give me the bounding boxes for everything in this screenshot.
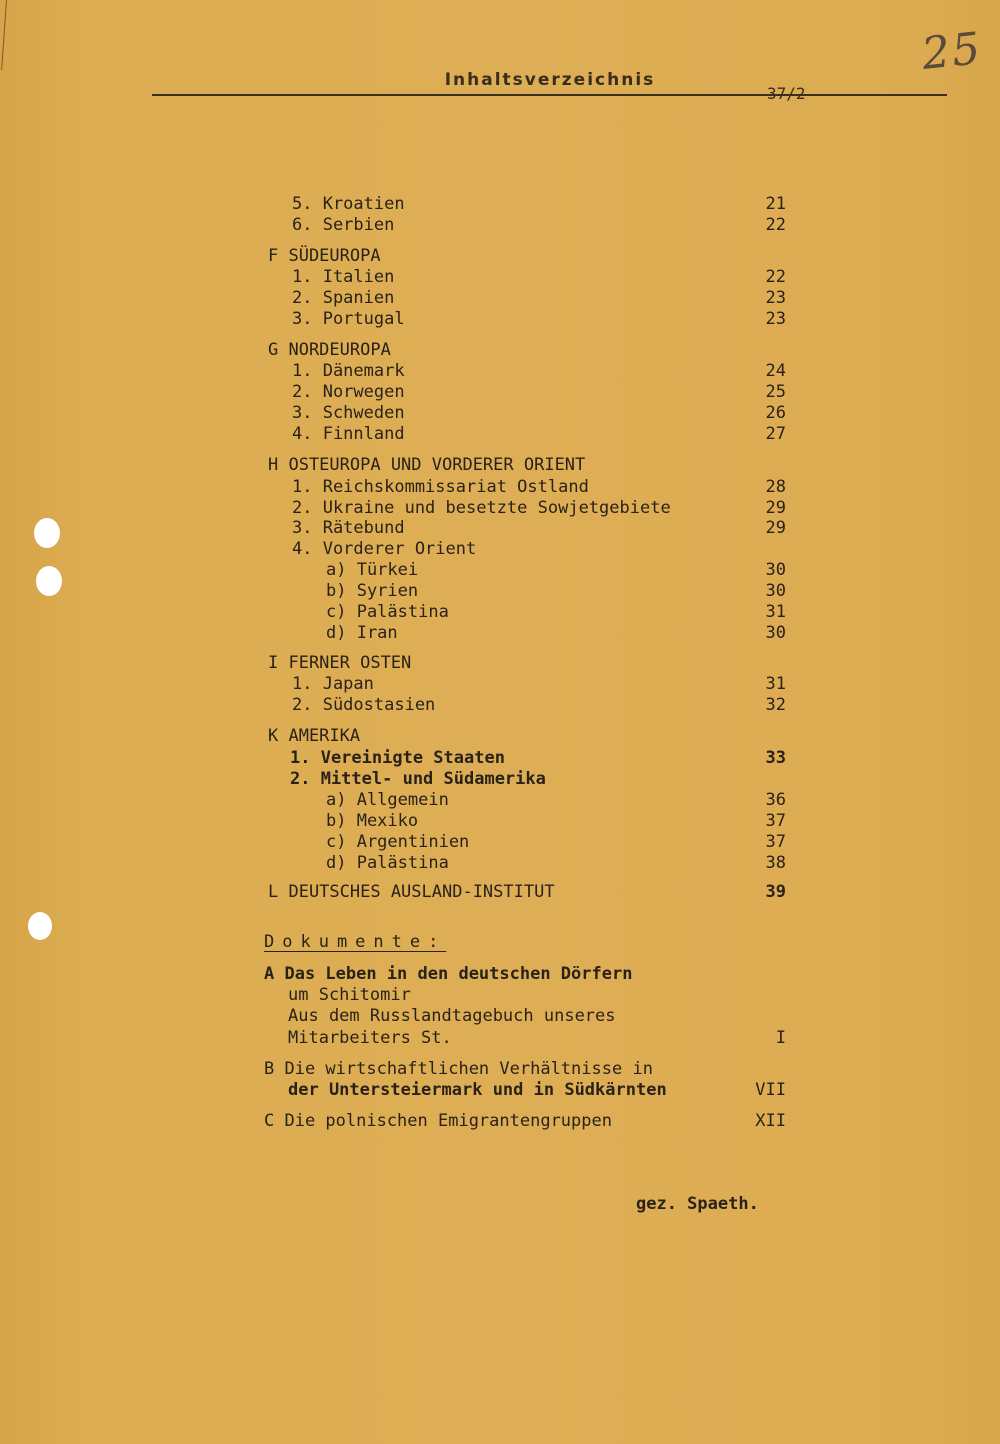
toc-label: 3. Portugal [292,309,405,329]
toc-row [0,789,1000,811]
toc-page: 29 [765,518,786,538]
toc-row [0,831,1000,853]
toc-page: 31 [765,674,786,694]
toc-page: 26 [765,403,786,423]
document-label: um Schitomir [288,985,411,1005]
toc-label: d) Iran [326,623,398,643]
document-row [0,1110,1000,1132]
document-page: VII [755,1080,786,1100]
document-row [0,1058,1000,1080]
document-label: B Die wirtschaftlichen Verhältnisse in [264,1059,653,1079]
toc-label: H OSTEUROPA UND VORDERER ORIENT [268,455,586,475]
toc-page: 22 [765,267,786,287]
document-row [0,984,1000,1006]
document-row [0,963,1000,985]
toc-row [0,214,1000,236]
toc-label: 1. Italien [292,267,395,287]
toc-page: 37 [765,832,786,852]
toc-row [0,360,1000,382]
toc-page: 24 [765,361,786,381]
toc-row [0,423,1000,445]
toc-label: 1. Dänemark [292,361,405,381]
toc-label: a) Allgemein [326,790,449,810]
toc-label: F SÜDEUROPA [268,246,381,266]
toc-page: 25 [765,382,786,402]
toc-label: 2. Ukraine und besetzte Sowjetgebiete [292,498,671,518]
documents-heading: Dokumente: [264,932,447,952]
toc-label: 2. Spanien [292,288,395,308]
toc-row [0,193,1000,215]
page-title: Inhaltsverzeichnis [444,70,656,90]
toc-section [0,881,1000,903]
toc-row [0,402,1000,424]
toc-row [0,580,1000,602]
toc-label: b) Mexiko [326,811,419,831]
punch-hole [28,912,52,940]
document-label: der Untersteiermark und in Südkärnten [288,1080,667,1100]
toc-label: 4. Finnland [292,424,405,444]
toc-row [0,476,1000,498]
toc-label: 1. Reichskommissariat Ostland [292,477,589,497]
document-row [0,1079,1000,1101]
document-label: Mitarbeiters St. [288,1028,452,1048]
toc-page: 30 [765,560,786,580]
toc-page: 31 [765,602,786,622]
toc-page: 30 [765,623,786,643]
toc-page: 22 [765,215,786,235]
document-page: XII [755,1111,786,1131]
toc-page: 32 [765,695,786,715]
toc-row [0,538,1000,560]
toc-label: 1. Vereinigte Staaten [290,748,505,768]
toc-section [0,652,1000,674]
toc-page: 23 [765,288,786,308]
toc-page: 30 [765,581,786,601]
toc-label: 4. Vorderer Orient [292,539,477,559]
toc-label: 3. Schweden [292,403,405,423]
toc-section [0,339,1000,361]
toc-section [0,454,1000,476]
toc-page: 28 [765,477,786,497]
toc-label: L DEUTSCHES AUSLAND-INSTITUT [268,882,555,902]
toc-label: 6. Serbien [292,215,395,235]
paper-edge [1,0,7,70]
toc-page: 39 [765,882,786,902]
toc-row [0,768,1000,790]
toc-row [0,497,1000,519]
toc-section [0,245,1000,267]
document-row [0,1005,1000,1027]
toc-label: 1. Japan [292,674,374,694]
toc-label: 3. Rätebund [292,518,405,538]
toc-label: 2. Südostasien [292,695,436,715]
toc-row [0,517,1000,539]
toc-page: 36 [765,790,786,810]
toc-page: 33 [765,748,786,768]
toc-page: 23 [765,309,786,329]
toc-label: 2. Mittel- und Südamerika [290,769,546,789]
toc-page: 29 [765,498,786,518]
document-page: I [775,1028,786,1048]
signature: gez. Spaeth. [636,1194,759,1214]
toc-row [0,601,1000,623]
document-label: Aus dem Russlandtagebuch unseres [288,1006,616,1026]
toc-page: 27 [765,424,786,444]
toc-section [0,725,1000,747]
toc-label: 2. Norwegen [292,382,405,402]
document-label: A Das Leben in den deutschen Dörfern [264,964,633,984]
handwritten-page-number: 25 [919,23,985,80]
toc-row [0,287,1000,309]
toc-row [0,266,1000,288]
toc-row [0,381,1000,403]
toc-row [0,622,1000,644]
document-row [0,1027,1000,1049]
toc-row [0,673,1000,695]
toc-row [0,747,1000,769]
toc-label: b) Syrien [326,581,419,601]
toc-label: d) Palästina [326,853,449,873]
toc-page: 37 [765,811,786,831]
toc-row [0,810,1000,832]
toc-label: K AMERIKA [268,726,361,746]
toc-label: c) Palästina [326,602,449,622]
toc-page: 38 [765,853,786,873]
toc-row [0,559,1000,581]
toc-row [0,308,1000,330]
toc-row [0,852,1000,874]
toc-label: a) Türkei [326,560,419,580]
toc-label: 5. Kroatien [292,194,405,214]
toc-row [0,694,1000,716]
document-label: C Die polnischen Emigrantengruppen [264,1111,612,1131]
toc-label: I FERNER OSTEN [268,653,412,673]
header-rule [152,94,947,96]
toc-label: G NORDEUROPA [268,340,391,360]
toc-page: 21 [765,194,786,214]
toc-label: c) Argentinien [326,832,470,852]
